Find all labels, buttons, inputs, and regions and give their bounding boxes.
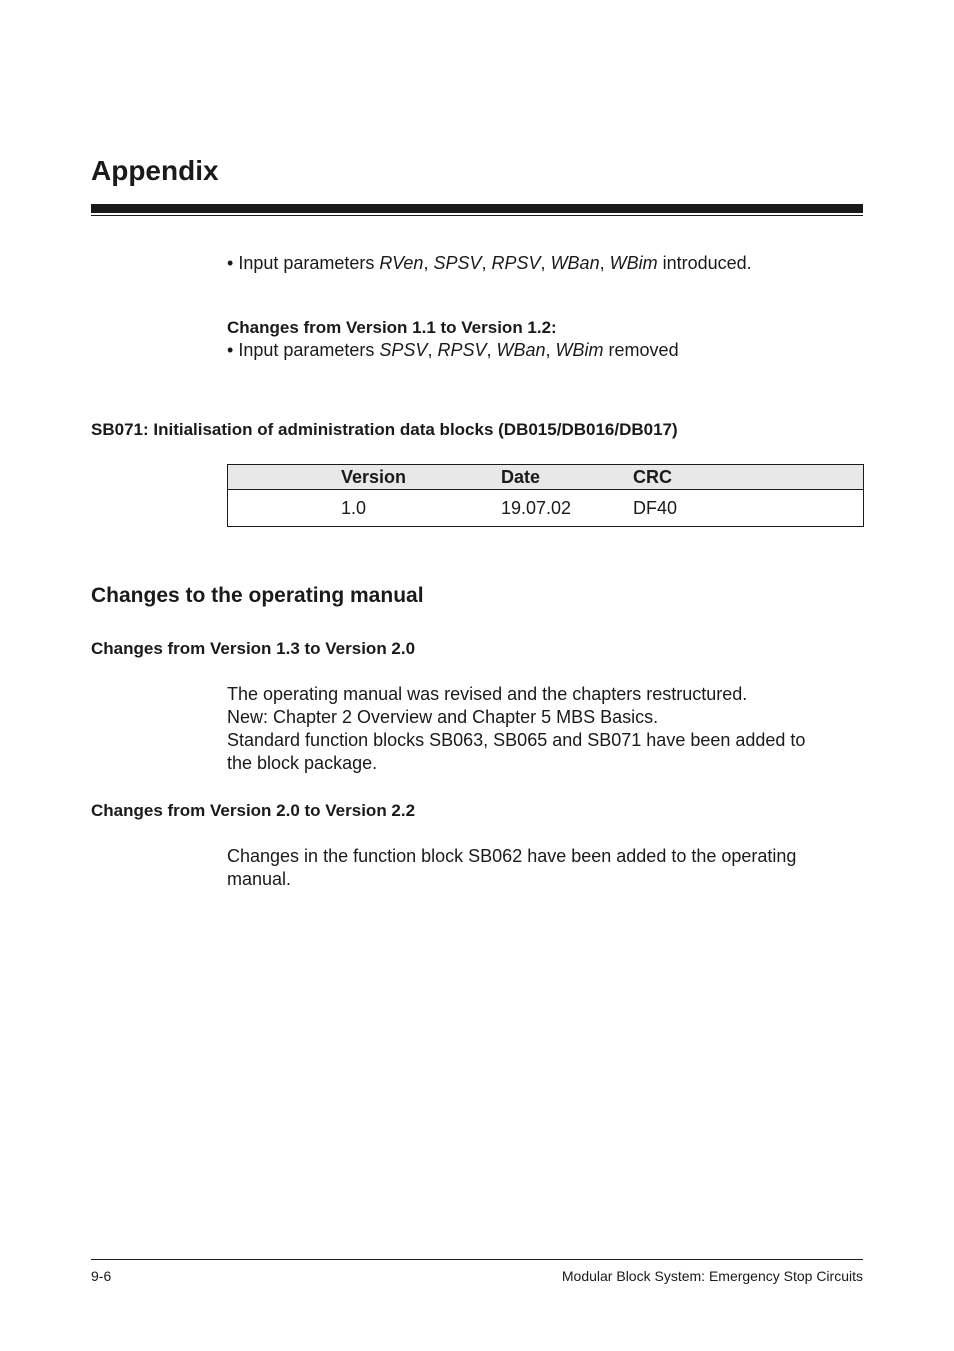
cell-date: 19.07.02 — [501, 497, 572, 518]
page-title: Appendix — [91, 155, 219, 186]
changes-2-0-to-2-2-heading: Changes from Version 2.0 to Version 2.2 — [91, 801, 416, 820]
text-line: Changes in the function block SB062 have been added to the operating — [227, 846, 797, 866]
param-wban: WBan — [496, 340, 546, 360]
separator: , — [486, 340, 497, 360]
param-rpsv: RPSV — [491, 253, 541, 273]
changes-2-0-to-2-2-text — [227, 845, 867, 891]
params-prefix: Input parameters — [238, 253, 380, 273]
header-rule-thick — [91, 204, 863, 213]
table-header-row — [228, 465, 864, 490]
table-row — [228, 490, 864, 527]
introduced-params-line — [227, 252, 752, 275]
sb071-heading: SB071: Initialisation of administration data blocks (DB015/DB016/DB017) — [91, 420, 678, 439]
manual-changes-heading: Changes to the operating manual — [91, 584, 424, 607]
version-table — [227, 464, 864, 527]
params-suffix: introduced. — [657, 253, 752, 273]
params-suffix: removed — [603, 340, 679, 360]
cell-crc: DF40 — [633, 497, 678, 518]
text-line: the block package. — [227, 753, 378, 773]
param-wbim: WBim — [555, 340, 604, 360]
param-spsv: SPSV — [379, 340, 428, 360]
separator: , — [481, 253, 492, 273]
header-rule-thin — [91, 215, 863, 216]
footer-rule — [91, 1259, 863, 1260]
param-rpsv: RPSV — [437, 340, 487, 360]
col-date: Date — [501, 465, 633, 490]
cell-version: 1.0 — [341, 497, 367, 518]
removed-params-line — [227, 339, 679, 362]
page-number: 9-6 — [91, 1268, 112, 1284]
col-crc: CRC — [633, 465, 864, 490]
bullet: • — [227, 340, 234, 360]
param-rven: RVen — [379, 253, 424, 273]
text-line: manual. — [227, 869, 292, 889]
changes-1-1-to-1-2-heading: Changes from Version 1.1 to Version 1.2: — [227, 318, 557, 337]
params-prefix: Input parameters — [238, 340, 380, 360]
param-wbim: WBim — [609, 253, 658, 273]
separator: , — [427, 340, 438, 360]
param-spsv: SPSV — [433, 253, 482, 273]
document-title: Modular Block System: Emergency Stop Circuits — [561, 1268, 863, 1284]
param-wban: WBan — [550, 253, 600, 273]
changes-1-3-to-2-0-heading: Changes from Version 1.3 to Version 2.0 — [91, 639, 416, 658]
bullet: • — [227, 253, 234, 273]
separator: , — [540, 253, 551, 273]
separator: , — [423, 253, 434, 273]
text-line: The operating manual was revised and the chapters restructured. — [227, 684, 748, 704]
text-line: New: Chapter 2 Overview and Chapter 5 MBS Basics. — [227, 707, 659, 727]
changes-1-3-to-2-0-text — [227, 683, 867, 775]
separator: , — [599, 253, 610, 273]
col-version: Version — [228, 465, 502, 490]
separator: , — [545, 340, 556, 360]
text-line: Standard function blocks SB063, SB065 and SB071 have been added to — [227, 730, 806, 750]
